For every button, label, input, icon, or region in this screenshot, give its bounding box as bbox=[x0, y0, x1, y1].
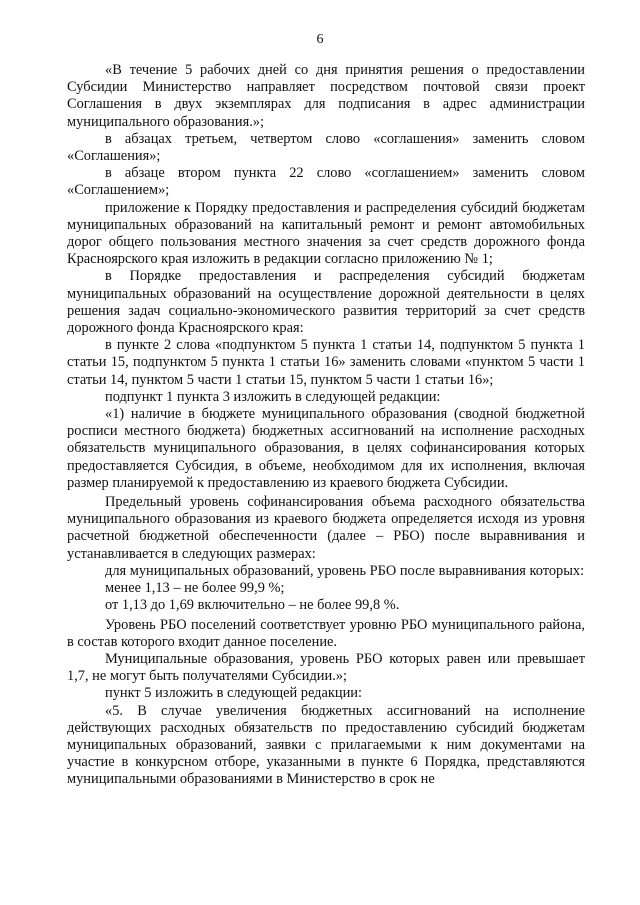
paragraph-appendix-order: приложение к Порядку предоставления и распределения субсидий бюджетам муниципальных образований на капитальный ремонт и ремонт автомобильных дорог общего пользования местного значения за счет средств дорожного фонда Красноярского края изложить в редакции согласно приложению № 1; bbox=[67, 199, 585, 268]
paragraph-rbo-not-recipients: Муниципальные образования, уровень РБО которых равен или превышает 1,7, не могут быть получателями Субсидии.»; bbox=[67, 650, 585, 685]
page-number: 6 bbox=[316, 32, 324, 47]
paragraph-rbo-range: от 1,13 до 1,69 включительно – не более 99,8 %. bbox=[105, 597, 400, 614]
paragraph-point-5-text: «5. В случае увеличения бюджетных ассигнований на исполнение действующих расходных обязательств по предоставлению субсидий бюджетам муниципальных образований, заявки с прилагаемыми к ним документами на участие в конкурсном отборе, указанными в пункте 6 Порядка, представляются муниципальными образованиями в Министерство в срок не bbox=[67, 702, 585, 788]
paragraph-rbo-after-equalization: для муниципальных образований, уровень РБО после выравнивания которых: bbox=[105, 562, 585, 579]
paragraph-point-2-words: в пункте 2 слова «подпунктом 5 пункта 1 статьи 14, подпунктом 5 пункта 1 статьи 15, подпунктом 5 пункта 1 статьи 16» заменить словами «пунктом 5 части 1 статьи 14, пунктом 5 части 1 статьи 15, пунктом 5 части 1 статьи 16»; bbox=[67, 337, 585, 388]
paragraph-point-5-redaction: пункт 5 изложить в следующей редакции: bbox=[105, 685, 362, 702]
paragraph-cofinancing-level: Предельный уровень софинансирования объема расходного обязательства муниципального образования из краевого бюджета определяется исходя из уровня расчетной бюджетной обеспеченности (далее – РБО) после выравнивания и устанавливается в следующих размерах: bbox=[67, 494, 585, 562]
paragraph-subsidy-agreement-quote: «В течение 5 рабочих дней со дня принятия решения о предоставлении Субсидии Министерство направляет посредством почтовой связи проект Соглашения в двух экземплярах для подписания в адрес администрации муниципального образования.»; bbox=[67, 62, 585, 130]
paragraph-budget-availability: «1) наличие в бюджете муниципального образования (сводной бюджетной росписи местного бюджета) бюджетных ассигнований на исполнение расходных обязательств муниципального образования, в целях софинансирования которых предоставляется Субсидия, в объеме, необходимом для их исполнения, включая размер планируемой к предоставлению из краевого бюджета Субсидии. bbox=[67, 406, 585, 491]
paragraph-replace-soglasheniya: в абзацах третьем, четвертом слово «соглашения» заменить словом «Соглашения»; bbox=[67, 130, 585, 165]
paragraph-subpoint-1-point-3: подпункт 1 пункта 3 изложить в следующей редакции: bbox=[105, 388, 441, 405]
paragraph-order-road-activity: в Порядке предоставления и распределения субсидий бюджетам муниципальных образований на осуществление дорожной деятельности в целях решения задач социально-экономического развития территорий за счет средств дорожного фонда Красноярского края: bbox=[67, 268, 585, 337]
paragraph-replace-soglasheniem: в абзаце втором пункта 22 слово «соглашением» заменить словом «Соглашением»; bbox=[67, 165, 585, 199]
paragraph-rbo-less-than: менее 1,13 – не более 99,9 %; bbox=[105, 580, 285, 597]
paragraph-rbo-settlements: Уровень РБО поселений соответствует уровню РБО муниципального района, в состав которого входит данное поселение. bbox=[67, 616, 585, 650]
document-body bbox=[67, 62, 585, 789]
